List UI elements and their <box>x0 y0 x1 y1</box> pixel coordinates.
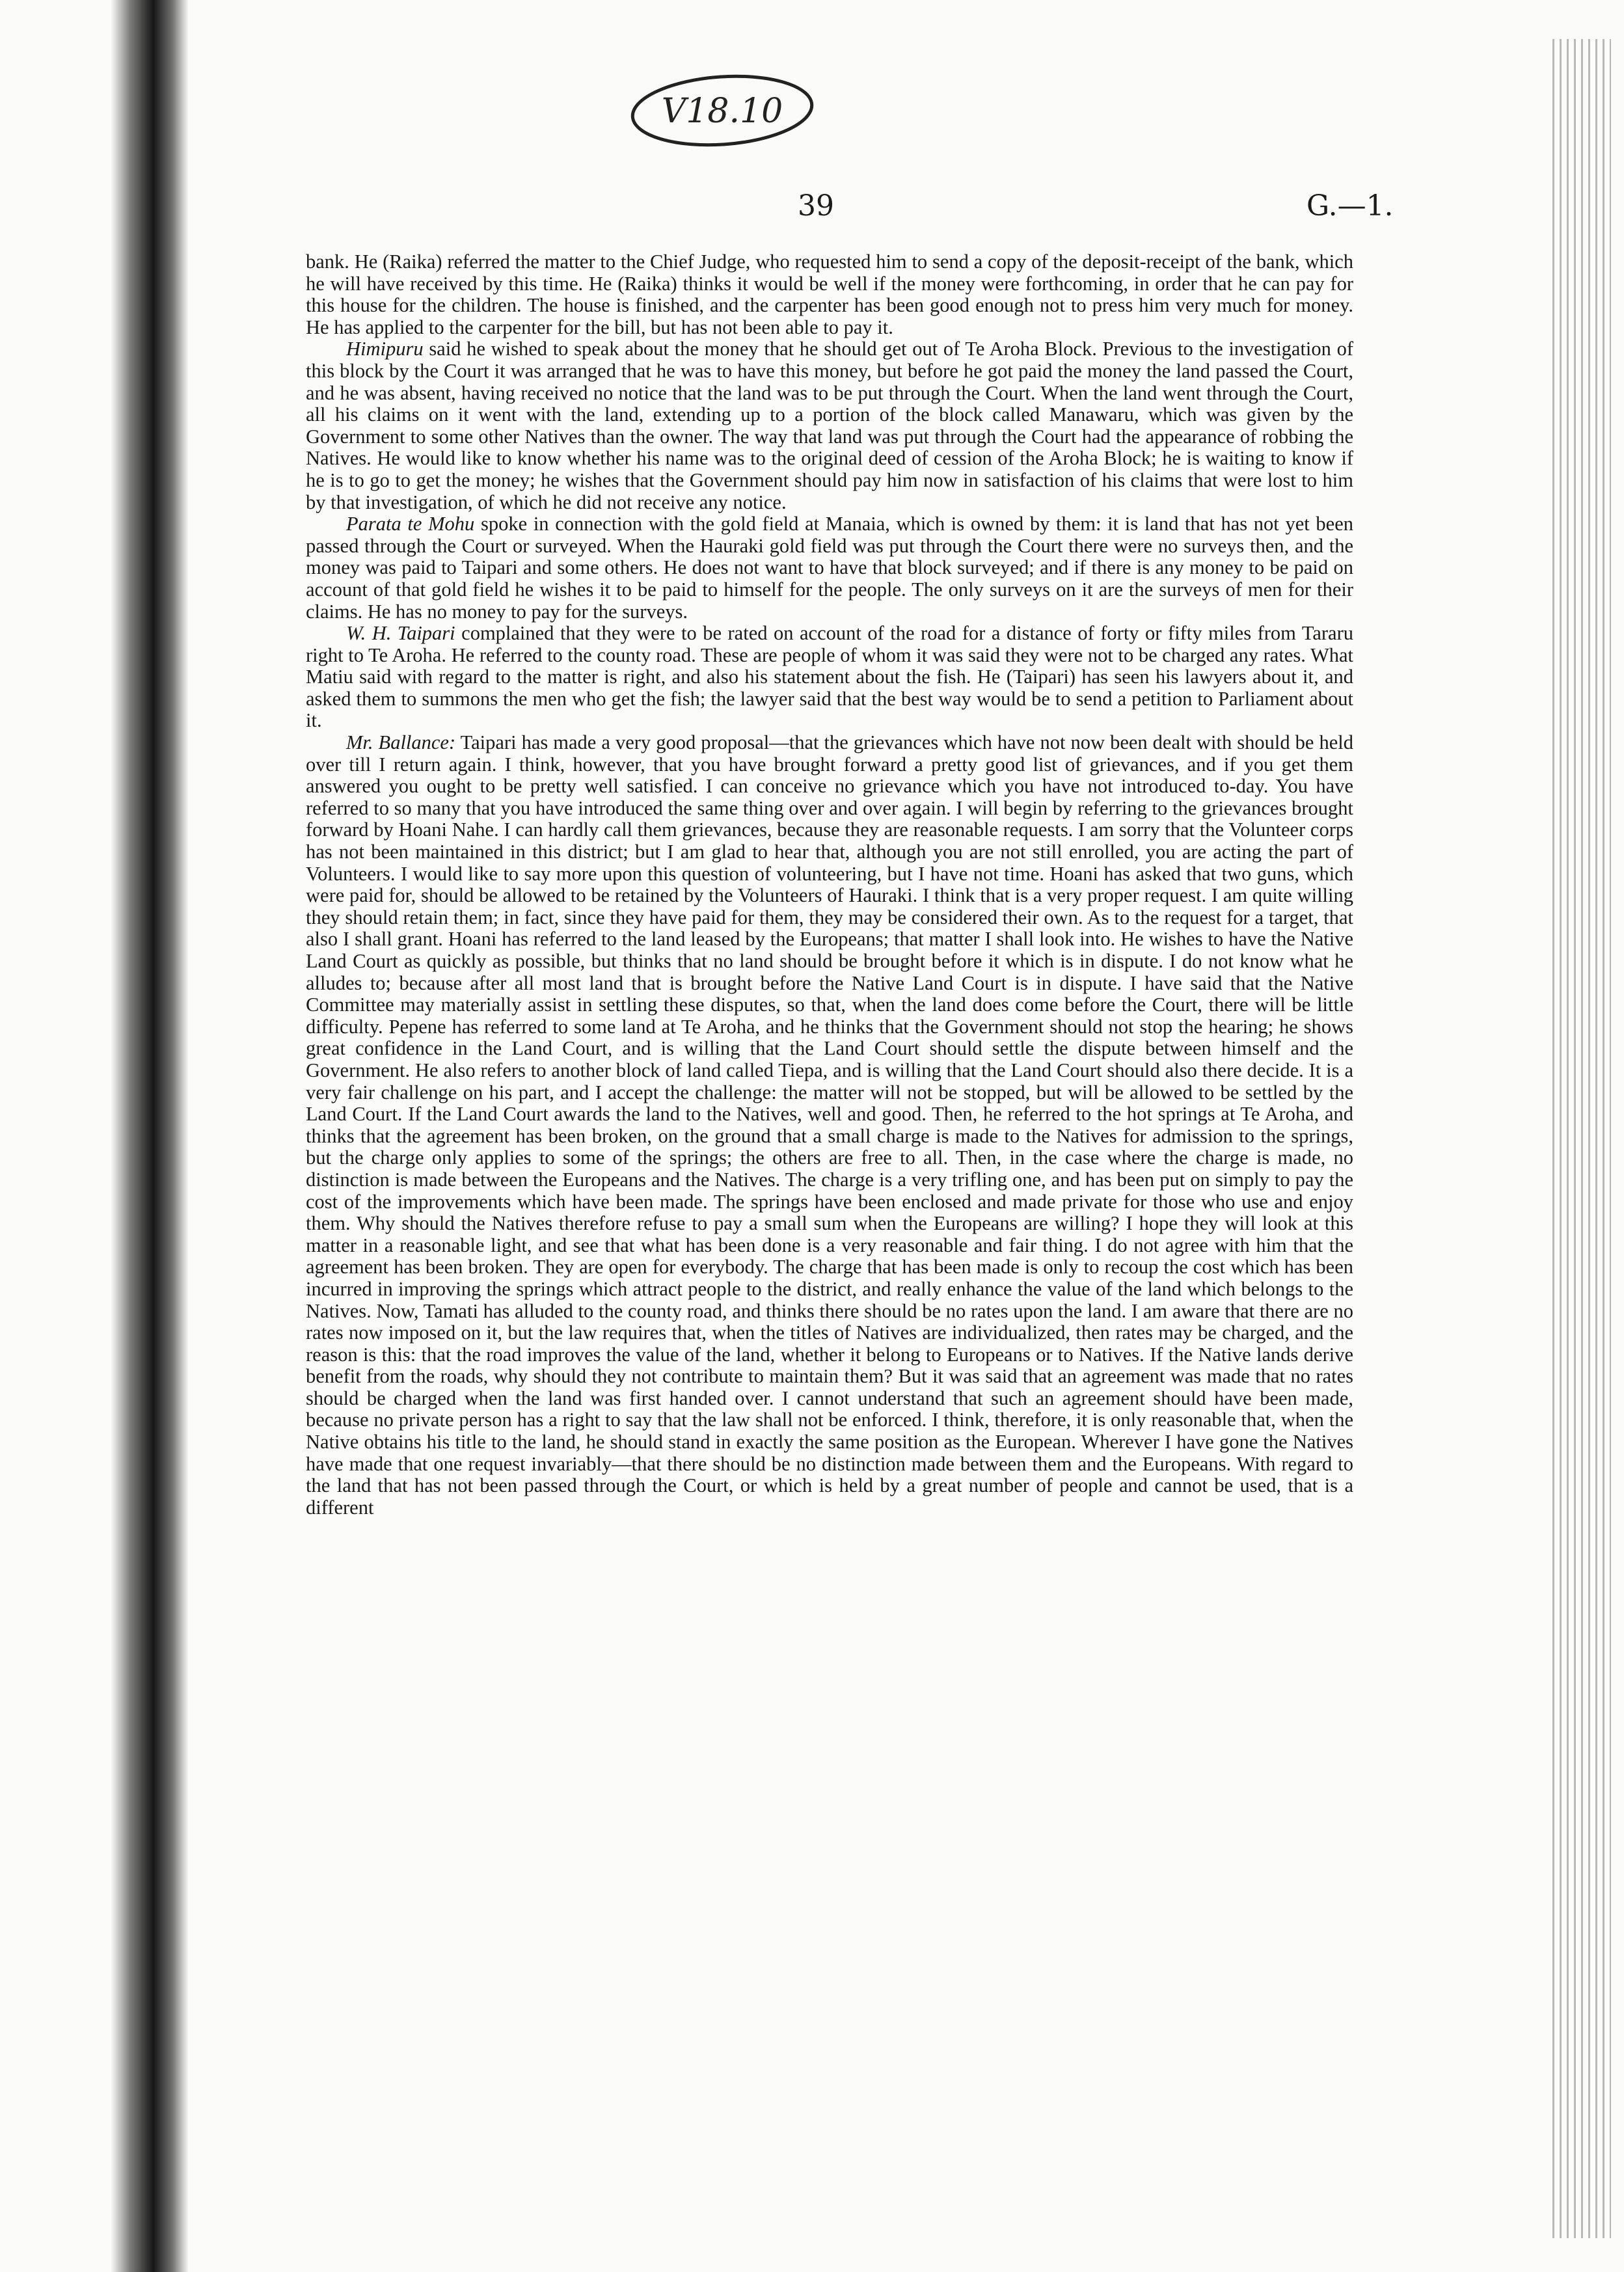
speaker-name: W. H. Taipari <box>346 622 455 645</box>
speaker-name: Mr. Ballance: <box>346 731 456 754</box>
page-number: 39 <box>798 189 834 223</box>
speaker-name: Himipuru <box>346 338 424 360</box>
paragraph-text: spoke in connection with the gold field at Manaia, which is owned by them: it is land that has not yet been passed through the Court or surveyed. When the Hauraki gold field was put through the Court there were no surveys then, and the money was paid to Taipari and some others. He does not want to have that block surveyed; and if there is any money to be paid on account of that gold field he wishes it to be paid to himself for the people. The only surveys on it are the surveys of men for their claims. He has no money to pay for the surveys. <box>306 513 1353 623</box>
paragraph-text: Taipari has made a very good proposal—that the grievances which have not now been dealt with should be held over till I return again. I think, however, that you have brought forward a pretty good list of grievances, and if you get them answered you ought to be pretty well satisfied. I can conceive no grievance which you have not introduced to-day. You have referred to so many that you have introduced the same thing over and over again. I will begin by referring to the grievances brought forward by Hoani Nahe. I can hardly call them grievances, because they are reasonable requests. I am sorry that the Volunteer corps has not been maintained in this district; but I am glad to hear that, although you are not still enrolled, you are acting the part of Volunteers. I would like to say more upon this question of volunteering, but I have not time. Hoani has asked that two guns, which were paid for, should be allowed to be retained by the Volunteers of Hauraki. I think that is a very proper request. I am quite willing they should retain them; in fact, since they have paid for them, they may be considered their own. As to the request for a target, that also I shall grant. Hoani has referred to the land leased by the Europeans; that matter I shall look into. He wishes to have the Native Land Court as quickly as possible, but thinks that no land should be brought before it which is in dispute. I do not know what he alludes to; because after all most land that is brought before the Native Land Court is in dispute. I have said that the Native Committee may materially assist in settling these disputes, so that, when the land does come before the Court, there will be little difficulty. Pepene has referred to some land at Te Aroha, and he thinks that the Government should not stop the hearing; he shows great confidence in the Land Court, and is willing that the Land Court should settle the dispute between himself and the Government. He also refers to another block of land called Tiepa, and is willing that the Land Court should also there decide. It is a very fair challenge on his part, and I accept the challenge: the matter will not be stopped, but will be allowed to be settled by the Land Court. If the Land Court awards the land to the Natives, well and good. Then, he referred to the hot springs at Te Aroha, and thinks that the agreement has been broken, on the ground that a small charge is made to the Natives for admission to the springs, but the charge only applies to some of the springs; the others are free to all. Then, in the case where the charge is made, no distinction is made between the Europeans and the Natives. The charge is a very trifling one, and has been put on simply to pay the cost of the improvements which have been made. The springs have been enclosed and made private for those who use and enjoy them. Why should the Natives therefore refuse to pay a small sum when the Europeans are willing? I hope they will look at this matter in a reasonable light, and see that what has been done is a very reasonable and fair thing. I do not agree with him that the agreement has been broken. They are open for everybody. The charge that has been made is only to recoup the cost which has been incurred in improving the springs which attract people to the district, and really enhance the value of the land which belongs to the Natives. Now, Tamati has alluded to the county road, and thinks there should be no rates upon the land. I am aware that there are no rates now imposed on it, but the law requires that, when the titles of Natives are individualized, then rates may be charged, and the reason is this: that the road improves the value of the land, whether it belong to Europeans or to Natives. If the Native lands derive benefit from the roads, why should they not contribute to maintain them? But it was said that an agreement was made that no rates should be charged when the land was first handed over. I cannot understand that such an agreement should have been made, because no private person has a right to say that the law shall not be enforced. I think, therefore, it is only reasonable that, when the Native obtains his title to the land, he should stand in exactly the same position as the European. Wherever I have gone the Natives have made that one request invariably—that there should be no distinction made between them and the Europeans. With regard to the land that has not been passed through the Court, or which is held by a great number of people and cannot be used, that is a different <box>306 731 1353 1519</box>
paragraph-text: said he wished to speak about the money that he should get out of Te Aroha Block. Previous to the investigation of this block by the Court it was arranged that he was to have this money, but before he got paid the money the land passed the Court, and he was absent, having received no notice that the land was to be put through the Court. When the land went through the Court, all his claims on it went with the land, extending up to a portion of the block called Manawaru, which was given by the Government to some other Natives than the owner. The way that land was put through the Court had the appearance of robbing the Natives. He would like to know whether his name was to the original deed of cession of the Aroha Block; he is waiting to know if he is to go to get the money; he wishes that the Government should pay him now in satisfaction of his claims that were lost to him by that investigation, of which he did not receive any notice. <box>306 338 1353 513</box>
handwritten-mark-text: V18.10 <box>661 92 783 131</box>
paragraph-text: bank. He (Raika) referred the matter to the Chief Judge, who requested him to send a copy of the deposit-receipt of the bank, which he will have received by this time. He (Raika) thinks it would be well if the money were forthcoming, in order that he can pay for this house for the children. The house is finished, and the carpenter has been good enough not to press him very much for money. He has applied to the carpenter for the bill, but has not been able to pay it. <box>306 250 1353 338</box>
scan-shadow-left <box>111 0 189 2272</box>
handwritten-mark <box>625 65 820 156</box>
paragraph <box>306 513 1353 623</box>
scan-shadow-right <box>1552 39 1611 2238</box>
paragraph <box>306 251 1353 338</box>
speaker-name: Parata te Mohu <box>346 513 475 535</box>
paragraph <box>306 732 1353 1519</box>
paragraph <box>306 623 1353 732</box>
document-code: G.—1. <box>1306 189 1394 223</box>
body-text <box>306 251 1353 1519</box>
paragraph-text: complained that they were to be rated on account of the road for a distance of forty or fifty miles from Tararu right to Te Aroha. He referred to the county road. These are people of whom it was said they were not to be charged any rates. What Matiu said with regard to the matter is right, and also his statement about the fish. He (Taipari) has seen his lawyers about it, and asked them to summons the men who get the fish; the lawyer said that the best way would be to send a petition to Parliament about it. <box>306 622 1353 732</box>
paragraph <box>306 338 1353 513</box>
